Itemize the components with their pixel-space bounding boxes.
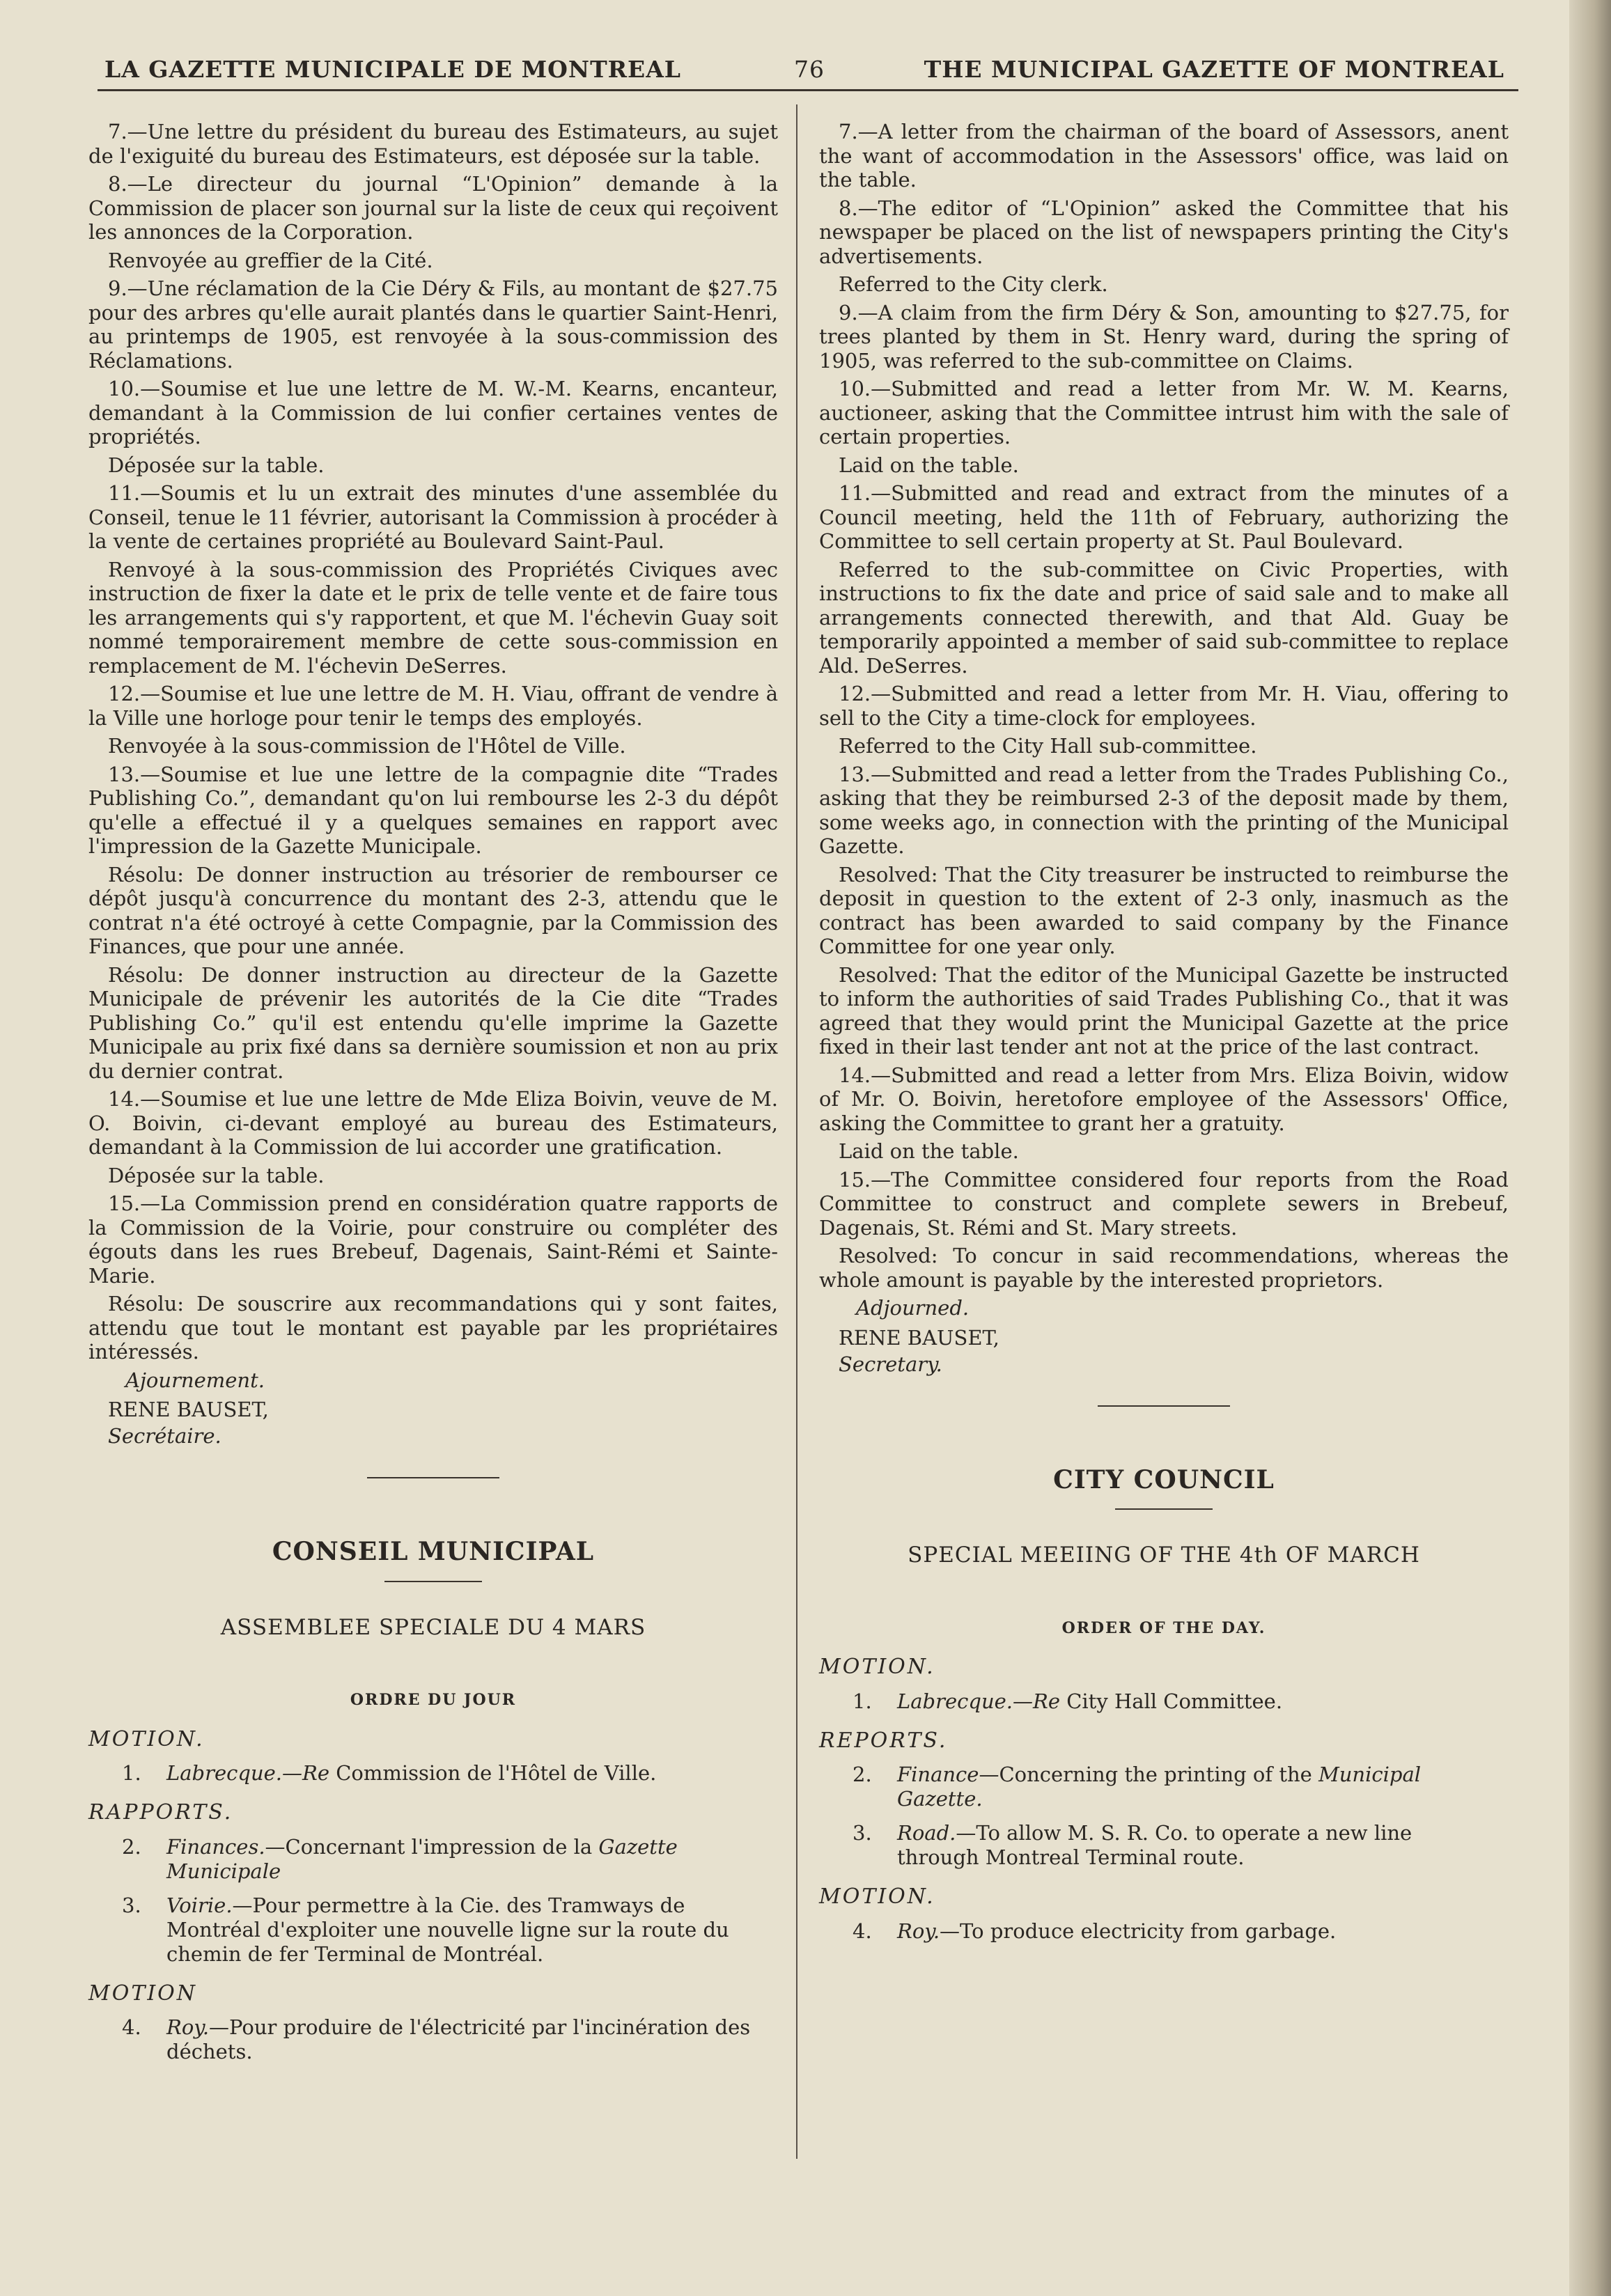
fr-meeting-title: ASSEMBLEE SPECIALE DU 4 MARS	[220, 1614, 646, 1640]
en-paragraph: 13.—Submitted and read a letter from the Trades Publishing Co., asking that they be reimbursed 2-3 of the deposit made by them, some weeks ago, in connection with the printing of the Municipal Gazette.	[819, 762, 1509, 858]
en-paragraph: 14.—Submitted and read a letter from Mrs. Eliza Boivin, widow of Mr. O. Boivin, heretofore employee of the Assessors' Office, asking the Committee to grant her a gratuity.	[819, 1063, 1509, 1135]
en-paragraph: 15.—The Committee considered four reports from the Road Committee to construct and complete sewers in Brebeuf, Dagenais, St. Rémi and St. Mary streets.	[819, 1167, 1509, 1240]
fr-agenda-item	[88, 1761, 778, 1786]
fr-paragraph: Résolu: De souscrire aux recommandations qui y sont faites, attendu que tout le montant est payable par les propriétaires intéressés.	[88, 1292, 778, 1364]
en-agenda-text: —To allow M. S. R. Co. to operate a new line through Montreal Terminal route.	[897, 1821, 1412, 1869]
fr-agenda-item	[88, 1893, 778, 1967]
fr-paragraph: Déposée sur la table.	[108, 453, 325, 477]
header-french-title: LA GAZETTE MUNICIPALE DE MONTREAL	[104, 56, 682, 83]
en-paragraph: 8.—The editor of “L'Opinion” asked the Committee that his newspaper be placed on the list of newspapers printing the City's advertisements.	[819, 196, 1509, 268]
en-council-title: CITY COUNCIL	[1053, 1465, 1275, 1494]
page-number: 76	[794, 56, 825, 83]
en-agenda-item	[819, 1763, 1509, 1811]
en-agenda-mover: Labrecque.—Re	[897, 1689, 1060, 1713]
en-adjournment: Adjourned.	[856, 1296, 970, 1320]
en-paragraph: Laid on the table.	[839, 1139, 1019, 1163]
page-edge-shadow	[1569, 0, 1611, 2296]
fr-agenda-number: 3.	[122, 1893, 141, 1917]
fr-paragraph: 13.—Soumise et lue une lettre de la compagnie dite “Trades Publishing Co.”, demandant qu'on lui rembourse les 2-3 du dépôt qu'elle a effectué il y a quelques semaines en rapport avec l'impression de la Gazette Municipale.	[88, 762, 778, 858]
en-agenda-number: 2.	[853, 1763, 872, 1786]
en-paragraph: Resolved: To concur in said recommendations, whereas the whole amount is payable by the interested proprietors.	[819, 1244, 1509, 1292]
en-agenda-mover: Finance	[897, 1763, 979, 1786]
fr-agenda-mover: Voirie.	[166, 1893, 233, 1917]
fr-agenda-italic: Gazette Municipale	[166, 1834, 678, 1883]
en-signature-title: Secretary.	[839, 1352, 942, 1376]
en-paragraph: Resolved: That the editor of the Municipal Gazette be instructed to inform the authorities of said Trades Publishing Co., that it was agreed that they would print the Municipal Gazette at the price fixed in their last tender ant not at the price of the last contract.	[819, 962, 1509, 1059]
french-column	[88, 120, 778, 2064]
page-header	[104, 50, 1504, 92]
fr-motion2-label: MOTION	[88, 1981, 198, 2006]
english-column	[819, 120, 1509, 1944]
fr-agenda-text: —Concernant l'impression de la	[265, 1834, 593, 1859]
en-reports-label: REPORTS.	[819, 1728, 948, 1753]
fr-paragraph: 15.—La Commission prend en considération quatre rapports de la Commission de la Voirie, pour construire ou compléter des égouts dans les rues Brebeuf, Dagenais, Saint-Rémi et Sainte-Marie.	[88, 1192, 778, 1288]
fr-signature-title: Secrétaire.	[108, 1424, 221, 1448]
fr-paragraph: Renvoyée au greffier de la Cité.	[108, 248, 433, 272]
en-agenda-item	[819, 1689, 1509, 1714]
en-paragraph: 9.—A claim from the firm Déry & Son, amounting to $27.75, for trees planted by them in St. Henry ward, during the spring of 1905, was referred to the sub-committee on Claims.	[819, 300, 1509, 373]
en-paragraph: Resolved: That the City treasurer be instructed to reimburse the deposit in question to the extent of 2-3 only, inasmuch as the contract has been awarded to said company by the Finance Committee for one year only.	[819, 862, 1509, 958]
fr-agenda-number: 1.	[122, 1761, 141, 1785]
en-motion-label: MOTION.	[819, 1655, 935, 1679]
en-title-rule	[1115, 1508, 1213, 1510]
en-paragraph: 11.—Submitted and read and extract from the minutes of a Council meeting, held the 11th of February, authorizing the Committee to sell certain property at St. Paul Boulevard.	[819, 481, 1509, 553]
fr-paragraph: 10.—Soumise et lue une lettre de M. W.-M. Kearns, encanteur, demandant à la Commission de lui confier certaines ventes de propriétés.	[88, 377, 778, 448]
en-motion2-label: MOTION.	[819, 1884, 935, 1909]
fr-paragraph: Résolu: De donner instruction au directeur de la Gazette Municipale de prévenir les autorités de la Cie dite “Trades Publishing Co.” qu'il est entendu qu'elle imprime la Gazette Municipale au prix fixé dans sa dernière soumission et non au prix du dernier contrat.	[88, 962, 778, 1083]
fr-paragraph: 8.—Le directeur du journal “L'Opinion” demande à la Commission de placer son journal sur la liste de ceux qui reçoivent les annonces de la Corporation.	[88, 172, 778, 244]
en-agenda-text: —To produce electricity from garbage.	[940, 1919, 1337, 1943]
fr-agenda-number: 2.	[122, 1834, 141, 1859]
fr-paragraph: Déposée sur la table.	[108, 1163, 325, 1187]
fr-agenda-text: —Pour permettre à la Cie. des Tramways de Montréal d'exploiter une nouvelle ligne sur la route du chemin de fer Terminal de Montréal.	[166, 1893, 729, 1966]
fr-agenda-text: Commission de l'Hôtel de Ville.	[336, 1761, 657, 1785]
en-paragraph: Referred to the sub-committee on Civic Properties, with instructions to fix the date and price of said sale and to make all arrangements connected therewith, and that Ald. Guay be temporarily appointed a member of said sub-committee to replace Ald. DeSerres.	[819, 557, 1509, 678]
en-agenda-mover: Roy.	[897, 1919, 940, 1943]
en-agenda-item	[819, 1919, 1509, 1944]
fr-agenda-item	[88, 2015, 778, 2064]
fr-council-title: CONSEIL MUNICIPAL	[272, 1537, 595, 1566]
en-signature-name: RENE BAUSET,	[839, 1325, 999, 1350]
en-agenda-text: —Concerning the printing of the	[979, 1763, 1312, 1786]
header-english-title: THE MUNICIPAL GAZETTE OF MONTREAL	[924, 56, 1504, 83]
fr-paragraph: 9.—Une réclamation de la Cie Déry & Fils, au montant de $27.75 pour des arbres qu'elle aurait plantés dans le quartier Saint-Henri, au printemps de 1905, est renvoyée à la sous-commission des Réclamations.	[88, 276, 778, 373]
fr-agenda-mover: Labrecque.—Re	[166, 1761, 329, 1785]
en-order-of-day: ORDER OF THE DAY.	[1061, 1618, 1266, 1637]
fr-adjournment: Ajournement.	[125, 1368, 265, 1392]
en-paragraph: 7.—A letter from the chairman of the board of Assessors, anent the want of accommodation in the Assessors' office, was laid on the table.	[819, 120, 1509, 192]
en-signature	[819, 1325, 1509, 1377]
en-agenda-italic: Municipal Gazette.	[897, 1763, 1422, 1811]
fr-signature	[88, 1396, 778, 1449]
en-agenda-number: 4.	[853, 1919, 872, 1943]
fr-paragraph: Renvoyée à la sous-commission de l'Hôtel de Ville.	[108, 734, 626, 758]
fr-paragraph: 12.—Soumise et lue une lettre de M. H. Viau, offrant de vendre à la Ville une horloge pour tenir le temps des employés.	[88, 682, 778, 730]
fr-reports-label: RAPPORTS.	[88, 1800, 233, 1825]
en-section-rule	[1098, 1405, 1230, 1407]
fr-paragraph: Résolu: De donner instruction au trésorier de rembourser ce dépôt jusqu'à concurrence du montant des 2-3, attendu que le contrat n'a été octroyé à cette Compagnie, par la Commission des Finances, que pour une année.	[88, 862, 778, 958]
fr-agenda-item	[88, 1835, 778, 1884]
en-agenda-number: 3.	[853, 1821, 872, 1845]
en-paragraph: 10.—Submitted and read a letter from Mr. W. M. Kearns, auctioneer, asking that the Committee intrust him with the sale of certain properties.	[819, 377, 1509, 448]
en-agenda-mover: Road.	[897, 1821, 956, 1845]
fr-agenda-text: —Pour produire de l'électricité par l'incinération des déchets.	[166, 2015, 751, 2063]
fr-paragraph: Renvoyé à la sous-commission des Propriétés Civiques avec instruction de fixer la date et le prix de telle vente et de faire tous les arrangements qui s'y rapportent, et que M. l'échevin Guay soit nommé temporairement membre de cette sous-commission en remplacement de M. l'échevin DeSerres.	[88, 557, 778, 678]
en-paragraph: 12.—Submitted and read a letter from Mr. H. Viau, offering to sell to the City a time-clock for employees.	[819, 682, 1509, 730]
fr-paragraph: 7.—Une lettre du président du bureau des Estimateurs, au sujet de l'exiguité du bureau des Estimateurs, est déposée sur la table.	[88, 120, 778, 168]
en-agenda-item	[819, 1821, 1509, 1870]
fr-paragraph: 11.—Soumis et lu un extrait des minutes d'une assemblée du Conseil, tenue le 11 février, autorisant la Commission à procéder à la vente de certaines propriété au Boulevard Saint-Paul.	[88, 481, 778, 553]
column-divider	[796, 104, 797, 2159]
fr-paragraph: 14.—Soumise et lue une lettre de Mde Eliza Boivin, veuve de M. O. Boivin, ci-devant employé au bureau des Estimateurs, demandant à la Commission de lui accorder une gratification.	[88, 1087, 778, 1159]
en-meeting-title: SPECIAL MEEIING OF THE 4th OF MARCH	[908, 1543, 1420, 1568]
en-paragraph: Laid on the table.	[839, 453, 1019, 477]
en-paragraph: Referred to the City clerk.	[839, 272, 1108, 296]
fr-title-rule	[384, 1581, 482, 1582]
fr-signature-name: RENE BAUSET,	[108, 1398, 269, 1421]
fr-agenda-number: 4.	[122, 2015, 141, 2039]
en-agenda-text: City Hall Committee.	[1066, 1689, 1283, 1713]
fr-agenda-mover: Finances.	[166, 1834, 265, 1859]
fr-agenda-mover: Roy.	[166, 2015, 210, 2039]
en-agenda-number: 1.	[853, 1689, 872, 1713]
fr-motion-label: MOTION.	[88, 1726, 205, 1751]
fr-order-of-day: ORDRE DU JOUR	[350, 1691, 517, 1709]
fr-section-rule	[367, 1477, 499, 1478]
en-paragraph: Referred to the City Hall sub-committee.	[839, 734, 1257, 758]
header-rule	[98, 89, 1518, 91]
